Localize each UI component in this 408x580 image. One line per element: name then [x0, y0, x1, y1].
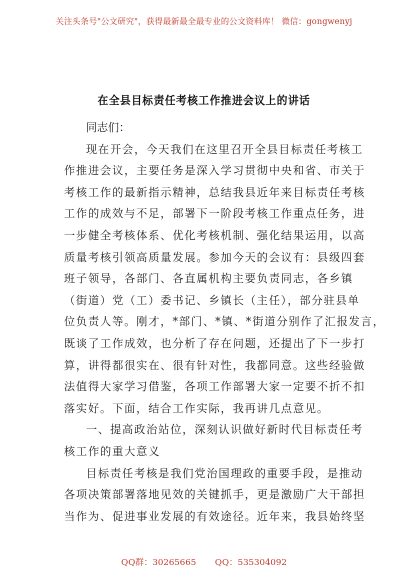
footer-qq: QQ：535304092 — [214, 558, 287, 568]
body-line: 落实好。下面，结合工作实际，我再讲几点意见。 — [64, 401, 330, 415]
body-line: （街道）党（工）委书记、乡镇长（主任），部分驻县单 — [64, 293, 360, 307]
body-line: 考核工作的最新指示精神，总结我县近年来目标责任考核 — [64, 185, 366, 199]
body-line: 作推进会议，主要任务是深入学习贯彻中央和省、市关于 — [64, 164, 366, 178]
salutation: 同志们： — [86, 121, 130, 134]
body-line: 班子领导，各部门、各直属机构主要负责同志，各乡镇 — [64, 272, 354, 286]
section-heading: 核工作的重大意义 — [64, 444, 161, 458]
body-line: 现在开会，今天我们在这里召开全县目标责任考核工 — [86, 142, 364, 156]
body-line: 质量考核引领高质量发展。参加今天的会议有：县级四套 — [64, 250, 366, 264]
footer-contact — [0, 556, 408, 568]
body-line: 位负责人等。刚才，*部门、*镇、*街道分别作了汇报发言， — [64, 315, 385, 329]
body-line: 既谈了工作成效，也分析了存在问题，还提出了下一步打 — [64, 336, 366, 350]
footer-qq-group: QQ群：30265665 — [121, 558, 197, 568]
section-heading: 一、提高政治站位，深刻认识做好新时代目标责任考 — [86, 423, 364, 437]
body-line: 一步健全考核体系、优化考核机制、强化结果运用，以高 — [64, 228, 366, 242]
header-banner: 关注头条号"公文研究"，获得最新最全最专业的公文资料库！ 微信：gongwenyj — [55, 16, 353, 26]
body-line: 法值得大家学习借鉴，各项工作部署大家一定要不折不扣 — [64, 380, 366, 394]
body-line: 目标责任考核是我们党治国理政的重要手段，是推动 — [86, 466, 364, 480]
document-title: 在全县目标责任考核工作推进会议上的讲话 — [97, 95, 311, 107]
body-line: 当作为、促进事业发展的有效途径。近年来，我县始终坚 — [64, 509, 366, 523]
body-line: 工作的成效与不足，部署下一阶段考核工作重点任务，进 — [64, 207, 366, 221]
body-line: 算，讲得都很实在、很有针对性，我都同意。这些经验做 — [64, 358, 366, 372]
body-line: 各项决策部署落地见效的关键抓手，更是激励广大干部担 — [64, 488, 366, 502]
document-body — [64, 117, 385, 527]
